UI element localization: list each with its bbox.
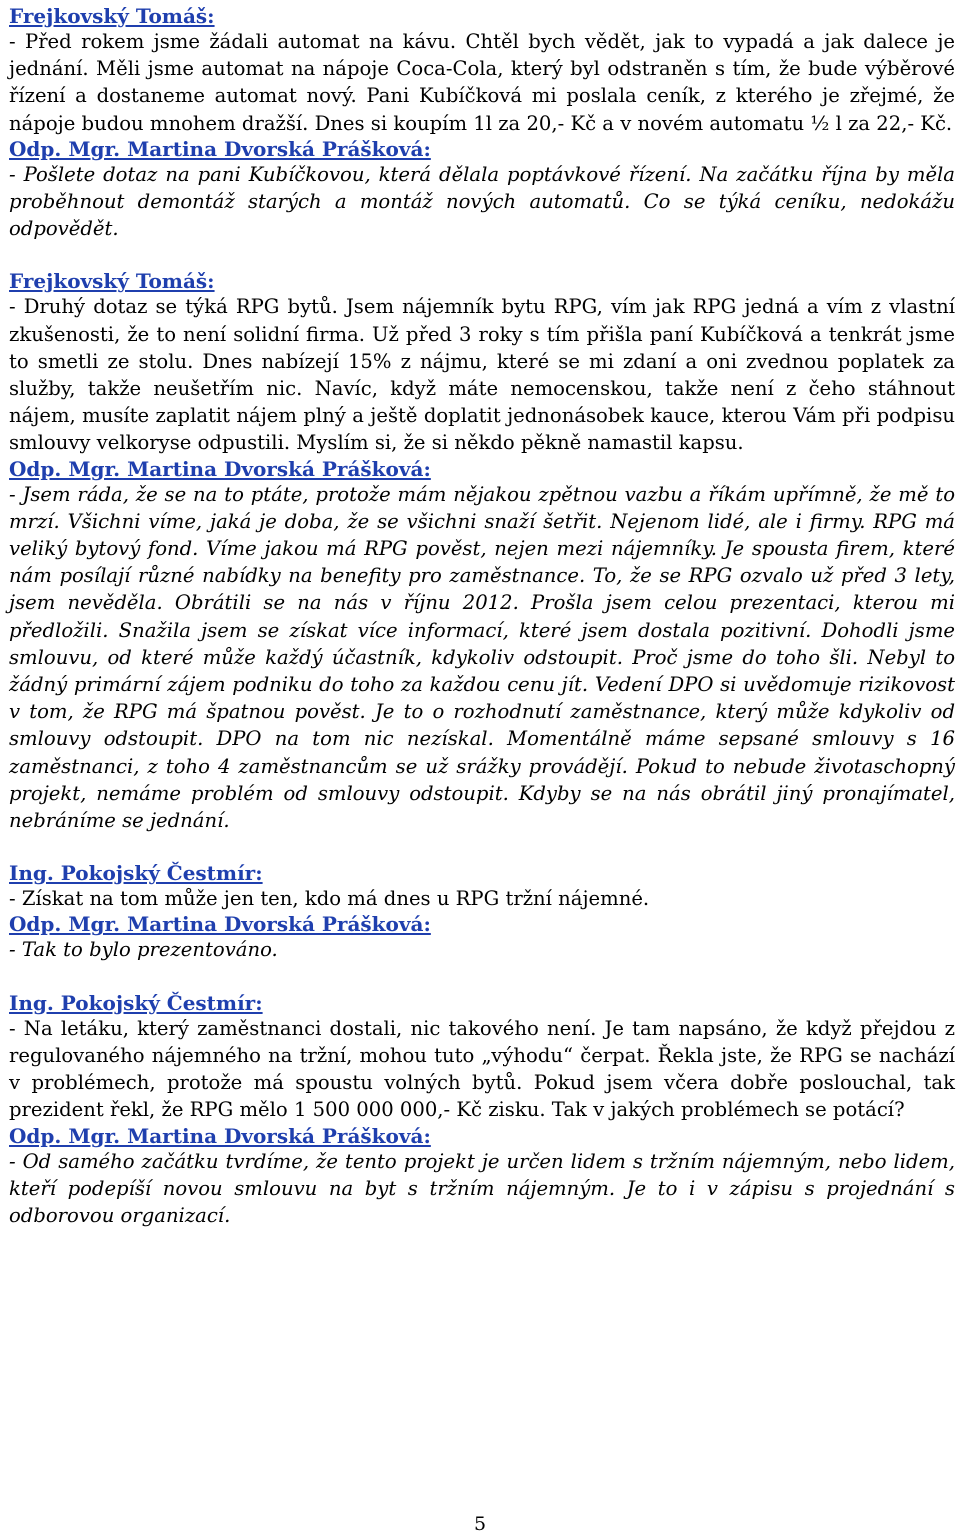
speaker-name: Ing. Pokojský Čestmír:: [9, 861, 263, 886]
statement-text: - Druhý dotaz se týká RPG bytů. Jsem nájemník bytu RPG, vím jak RPG jedná a vím z vlastní zkušenosti, že to není solidní firma. Už před 3 roky s tím přišla paní Kubíčková a tenkrát jsme to smetli ze stolu. Dnes nabízejí 15% z nájmu, které se mi zdaní a oni zvednou poplatek za služby, takže neušetřím nic. Navíc, když máte nemocenskou, takže není z čeho stáhnout nájem, musíte zaplatit nájem plný a ještě doplatit jednonásobek kauce, kterou Vám při podpisu smlouvy velkoryse odpustili. Myslím si, že si někdo pěkně namastil kapsu.: [9, 295, 955, 455]
statement-block: [9, 269, 955, 456]
reply-block: [9, 1124, 955, 1230]
reply-text: - Pošlete dotaz na pani Kubíčkovou, která dělala poptávkové řízení. Na začátku října by měla proběhnout demontáž starých a montáž nových automatů. Co se týká ceníku, nedokážu odpovědět.: [9, 162, 955, 241]
statement-text: - Před rokem jsme žádali automat na kávu. Chtěl bych vědět, jak to vypadá a jak dalece je jednání. Měli jsme automat na nápoje Coca-Cola, který byl odstraněn s tím, že bude výběrové řízení a dostaneme automat nový. Pani Kubíčková mi poslala ceník, z kterého je zřejmé, že nápoje budou mnohem dražší. Dnes si koupím 1l za 20,- Kč a v novém automatu ½ l za 22,- Kč.: [9, 30, 955, 135]
statement-text: - Získat na tom může jen ten, kdo má dnes u RPG tržní nájemné.: [9, 887, 650, 911]
reply-text: - Tak to bylo prezentováno.: [9, 938, 278, 962]
responder-name: Odp. Mgr. Martina Dvorská Prášková:: [9, 456, 431, 481]
statement-text: - Na letáku, který zaměstnanci dostali, nic takového není. Je tam napsáno, že když přejdou z regulovaného nájemného na tržní, mohou tuto „výhodu“ čerpat. Řekla jste, že RPG se nachází v problémech, protože má spoustu volných bytů. Pokud jsem včera dobře poslouchal, tak prezident řekl, že RPG mělo 1 500 000 000,- Kč zisku. Tak v jakých problémech se potácí?: [9, 1016, 955, 1122]
responder-name: Odp. Mgr. Martina Dvorská Prášková:: [9, 912, 431, 937]
speaker-name: Frejkovský Tomáš:: [9, 4, 215, 28]
reply-text: - Od samého začátku tvrdíme, že tento projekt je určen lidem s tržním nájemným, nebo lidem, kteří podepíší novou smlouvu na byt s tržním nájemným. Je to i v zápisu s projednání s odborovou organizací.: [9, 1149, 955, 1227]
responder-name: Odp. Mgr. Martina Dvorská Prášková:: [9, 136, 431, 161]
statement-block: [9, 861, 955, 912]
statement-block: [9, 991, 955, 1124]
statement-block: [9, 4, 955, 137]
responder-name: Odp. Mgr. Martina Dvorská Prášková:: [9, 1123, 431, 1148]
reply-block: [9, 137, 955, 243]
reply-text: - Jsem ráda, že se na to ptáte, protože mám nějakou zpětnou vazbu a říkám upřímně, že mě to mrzí. Všichni víme, jaká je doba, že se všichni snaží šetřit. Nejenom lidé, ale i firmy. RPG má veliký bytový fond. Víme jakou má RPG pověst, nejen mezi nájemníky. Je spousta firem, které nám posílají různé nabídky na benefity pro zaměstnance. To, že se RPG ozvalo už před 3 lety, jsem nevěděla. Obrátili se na nás v říjnu 2012. Prošla jsem celou prezentaci, kterou mi předložili. Snažila jsem se získat více informací, které jsem dostala pozitivní. Dohodli jsme smlouvu, od které může každý účastník, kdykoliv odstoupit. Proč jsme do toho šli. Nebyl to žádný primární zájem podniku do toho za každou cenu jít. Vedení DPO si uvědomuje rizikovost v tom, že RPG má špatnou pověst. Je to o rozhodnutí zaměstnance, který může kdykoliv od smlouvy odstoupit. DPO na tom nic nezískal. Momentálně máme sepsané smlouvy s 16 zaměstnanci, z toho 4 zaměstnancům se už srážky provádějí. Pokud to nebude životaschopný projekt, nemáme problém od smlouvy odstoupit. Kdyby se na nás obrátil jiný pronajímatel, nebráníme se jednání.: [9, 482, 955, 833]
speaker-name: Ing. Pokojský Čestmír:: [9, 990, 263, 1015]
reply-block: [9, 912, 955, 963]
speaker-name: Frejkovský Tomáš:: [9, 269, 215, 294]
document-body: [9, 4, 955, 1229]
reply-block: [9, 457, 955, 835]
page-number: 5: [473, 1513, 487, 1535]
